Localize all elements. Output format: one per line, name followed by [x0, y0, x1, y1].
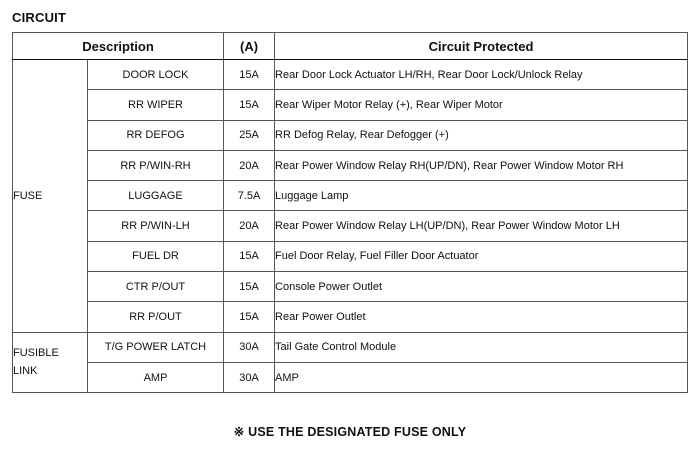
table-row: [13, 120, 688, 150]
fuse-name: RR P/WIN-RH: [88, 150, 224, 180]
fuse-amperage: 15A: [224, 272, 275, 302]
fuse-amperage: 20A: [224, 150, 275, 180]
table-row: [13, 302, 688, 332]
circuit-protected: AMP: [275, 362, 688, 392]
section-title: CIRCUIT: [12, 10, 67, 25]
fuse-name: AMP: [88, 362, 224, 392]
circuit-protected: Rear Power Window Relay RH(UP/DN), Rear Power Window Motor RH: [275, 150, 688, 180]
circuit-protected: Rear Power Window Relay LH(UP/DN), Rear Power Window Motor LH: [275, 211, 688, 241]
group-label-line: FUSIBLE: [13, 347, 59, 360]
fuse-amperage: 7.5A: [224, 181, 275, 211]
table-row: [13, 241, 688, 271]
fuse-amperage: 30A: [224, 332, 275, 362]
footer-note: ※ USE THE DESIGNATED FUSE ONLY: [233, 425, 467, 439]
table-row: [13, 211, 688, 241]
table-row: [13, 150, 688, 180]
table-row: [13, 332, 688, 362]
fuse-name: CTR P/OUT: [88, 272, 224, 302]
group-label-fuse: FUSE: [13, 60, 88, 333]
fuse-amperage: 15A: [224, 60, 275, 90]
circuit-protected: Console Power Outlet: [275, 272, 688, 302]
fuse-name: RR DEFOG: [88, 120, 224, 150]
table-row: [13, 362, 688, 392]
fuse-amperage: 15A: [224, 302, 275, 332]
table-row: [13, 181, 688, 211]
circuit-protected: RR Defog Relay, Rear Defogger (+): [275, 120, 688, 150]
fuse-name: DOOR LOCK: [88, 60, 224, 90]
header-description: Description: [13, 33, 224, 60]
table-row: [13, 90, 688, 120]
fuse-name: RR P/WIN-LH: [88, 211, 224, 241]
fuse-name: FUEL DR: [88, 241, 224, 271]
fuse-amperage: 25A: [224, 120, 275, 150]
header-circuit-protected: Circuit Protected: [275, 33, 688, 60]
header-amperage: (A): [224, 33, 275, 60]
circuit-protected: Rear Door Lock Actuator LH/RH, Rear Door Lock/Unlock Relay: [275, 60, 688, 90]
table-row: [13, 272, 688, 302]
circuit-protected: Rear Power Outlet: [275, 302, 688, 332]
group-label-line: LINK: [13, 365, 38, 378]
fuse-name: LUGGAGE: [88, 181, 224, 211]
fuse-table: [12, 32, 688, 393]
circuit-protected: Tail Gate Control Module: [275, 332, 688, 362]
fuse-amperage: 15A: [224, 241, 275, 271]
table-header-row: [13, 33, 688, 60]
table-row: [13, 60, 688, 90]
fuse-name: RR P/OUT: [88, 302, 224, 332]
group-label-fusible-link: [13, 332, 88, 393]
fuse-amperage: 15A: [224, 90, 275, 120]
circuit-protected: Fuel Door Relay, Fuel Filler Door Actuator: [275, 241, 688, 271]
fuse-name: RR WIPER: [88, 90, 224, 120]
fuse-amperage: 20A: [224, 211, 275, 241]
circuit-protected: Rear Wiper Motor Relay (+), Rear Wiper Motor: [275, 90, 688, 120]
fuse-amperage: 30A: [224, 362, 275, 392]
fuse-name: T/G POWER LATCH: [88, 332, 224, 362]
circuit-protected: Luggage Lamp: [275, 181, 688, 211]
